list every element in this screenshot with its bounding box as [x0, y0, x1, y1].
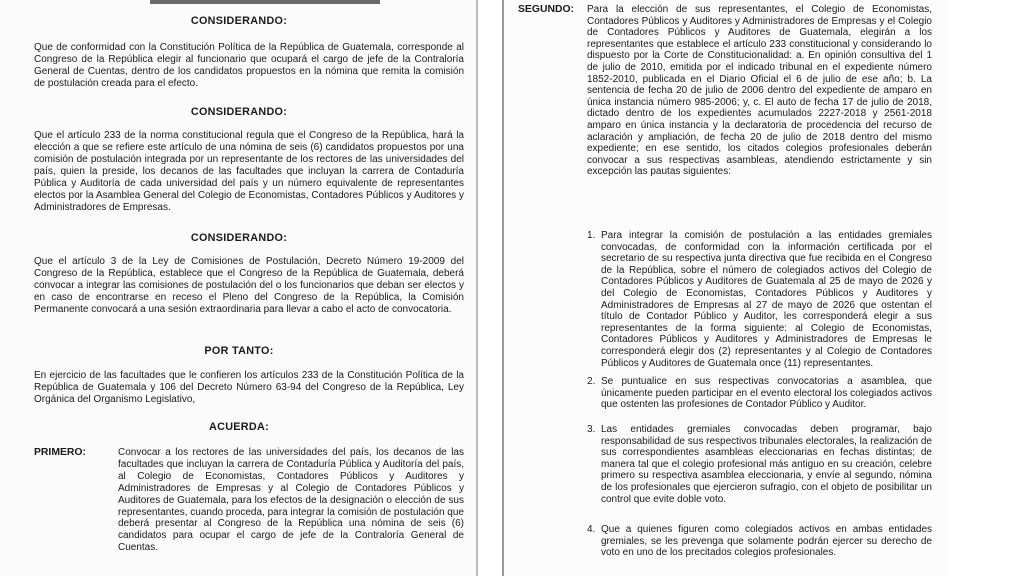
list-item-number: 1.: [587, 230, 596, 241]
primero-label: PRIMERO:: [34, 447, 86, 458]
list-item-text: Para integrar la comisión de postulación a las entidades gremiales convocadas, de conformidad con la información certificada por el secretario de su respectiva junta directiva que fue recibida en el Congreso de la República, sobre el número de colegiados activos del Colegio de Contadores Públicos y Auditores de Guatemala al 25 de mayo de 2026 y del Colegio de Economistas, Contadores Públicos y Auditores y Administradores de Empresas al 27 de mayo de 2026 que ostentan el título de Contador Público y Auditor, les corresponderá elegir a sus representantes de la forma siguiente: al Colegio de Economistas, Contadores Públicos y Auditores y Administradores de Empresas le corresponderá elegir dos (2) representantes y al Colegio de Contadores Públicos y Auditores de Guatemala once (11) representantes.: [601, 230, 932, 369]
por-tanto-heading: POR TANTO:: [204, 345, 274, 357]
segundo-paragraph: Para la elección de sus representantes, el Colegio de Economistas, Contadores Públicos y Auditores y Administradores de Empresas y el Colegio de Contadores Públicos y Auditores de Guatemala, elegirán a los representantes que establece el artículo 233 constitucional y considerando lo dispuesto por la Corte de Constitucionalidad: a. En opinión consultiva del 1 de julio de 2010, emitida por el indicado tribunal en el expediente número 1852-2010, publicada en el Diario Oficial el 6 de julio de ese año; b. La sentencia de fecha 20 de julio de 2006 dentro del expediente de amparo en única instancia número 985-2006; y, c. El auto de fecha 17 de julio de 2018, dictado dentro de los expedientes acumulados 2227-2018 y 2561-2018 amparo en única instancia y la declaratoria de procedencia del recurso de aclaración y ampliación, de fecha 20 de julio de 2018 dentro del mismo expediente; en ese sentido, los citados colegios profesionales deberán convocar a sus respectivas asambleas, atendiendo estrictamente y sin excepción las pautas siguientes:: [587, 4, 932, 178]
cropped-title-strip: [150, 0, 380, 4]
considerando-paragraph-1: Que de conformidad con la Constitución Política de la República de Guatemala, corresponde al Congreso de la República elegir al funcionario que ocupará el cargo de jefe de la Contraloría General de Cuentas, dentro de los candidatos propuestos en la nómina que remita la comisión de postulación creada para el efecto.: [34, 42, 464, 89]
right-document-page: [502, 0, 946, 576]
por-tanto-paragraph: En ejercicio de las facultades que le confieren los artículos 233 de la Constitución Política de la República de Guatemala y 106 del Decreto Número 63-94 del Congreso de la República, Ley Orgánica del Organismo Legislativo,: [34, 370, 464, 405]
left-document-page: [0, 0, 478, 576]
list-item-text: Las entidades gremiales convocadas deben programar, bajo responsabilidad de sus respectivos tribunales electorales, la realización de sus correspondientes asambleas eleccionarias en fechas distintas; de manera tal que el colegio profesional más antiguo en su creación, celebre primero su respectiva asamblea eleccionaria, y envíe al segundo, nómina de los profesionales que ejercieron sufragio, con el objeto de posibilitar un control que evite doble voto.: [601, 424, 932, 505]
considerando-heading-3: CONSIDERANDO:: [190, 232, 288, 244]
considerando-paragraph-2: Que el artículo 233 de la norma constitucional regula que el Congreso de la República, hará la elección a que se refiere este artículo de una nómina de seis (6) candidatos propuestos por una comisión de postulación integrada por un representante de los rectores de las universidades del país, quien la preside, los decanos de las facultades que incluyan la carrera de Contaduría Pública y Auditoría de cada universidad del país y un número equivalente de representantes electos por la Asamblea General del Colegio de Economistas, Contadores Públicos y Auditores y Administradores de Empresas.: [34, 130, 464, 213]
list-item-text: Se puntualice en sus respectivas convocatorias a asamblea, que únicamente pueden participar en el evento electoral los colegiados activos que ostenten las profesiones de Contador Público y Auditor.: [601, 376, 932, 411]
list-item-number: 2.: [587, 376, 596, 387]
list-item-number: 4.: [587, 524, 596, 535]
considerando-heading-2: CONSIDERANDO:: [190, 106, 288, 118]
considerando-heading-1: CONSIDERANDO:: [190, 15, 288, 27]
acuerda-heading: ACUERDA:: [209, 421, 269, 433]
segundo-label: SEGUNDO:: [518, 4, 574, 15]
page-edge: [476, 0, 478, 576]
list-item-number: 3.: [587, 424, 596, 435]
considerando-paragraph-3: Que el artículo 3 de la Ley de Comisiones de Postulación, Decreto Número 19-2009 del Congreso de la República, establece que el Congreso de la República de Guatemala, deberá convocar a integrar las comisiones de postulación del o los funcionarios que deban ser electos y en caso de encontrarse en receso el Pleno del Congreso de la República, la Comisión Permanente convocará a una sesión extraordinaria para llevar a cabo el acto de convocatoria.: [34, 256, 464, 315]
list-item-text: Que a quienes figuren como colegiados activos en ambas entidades gremiales, se les prevenga que solamente podrán ejercer su derecho de voto en uno de los precitados colegios profesionales.: [601, 524, 932, 559]
primero-paragraph: Convocar a los rectores de las universidades del país, los decanos de las facultades que incluyan la carrera de Contaduría Pública y Auditoría del país, al Colegio de Economistas, Contadores Públicos y Auditores y Administradores de Empresas y al Colegio de Contadores Públicos y Auditores de Guatemala, para los efectos de la designación o elección de sus representantes, cuando proceda, para integrar la comisión de postulación que deberá presentar al Congreso de la República una nómina de seis (6) candidatos para ocupar el cargo de jefe de la Contraloría General de Cuentas.: [118, 447, 464, 554]
page-edge: [502, 0, 504, 576]
